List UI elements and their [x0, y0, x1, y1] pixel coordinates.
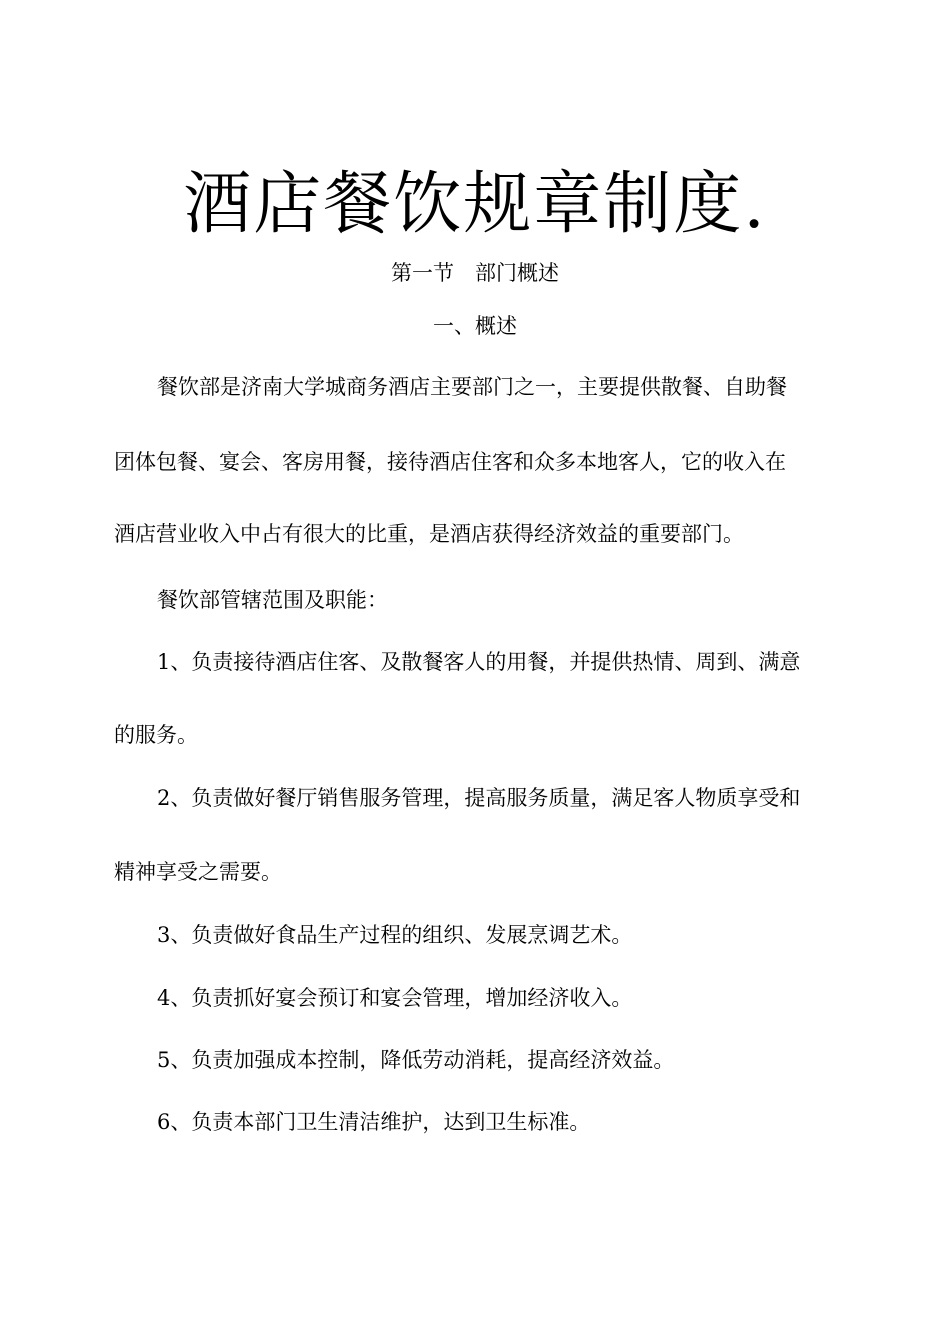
item-2-line-1: 2、负责做好餐厅销售服务管理，提高服务质量，满足客人物质享受和 [157, 786, 801, 810]
item-2-line-2: 精神享受之需要。 [114, 860, 282, 884]
item-4: 4、负责抓好宴会预订和宴会管理，增加经济收入。 [157, 986, 633, 1010]
item-1-line-1: 1、负责接待酒店住客、及散餐客人的用餐，并提供热情、周到、满意 [157, 650, 801, 674]
intro-line-3: 酒店营业收入中占有很大的比重，是酒店获得经济效益的重要部门。 [114, 522, 744, 546]
item-3: 3、负责做好食品生产过程的组织、发展烹调艺术。 [157, 923, 633, 947]
scope-heading: 餐饮部管辖范围及职能： [157, 588, 388, 612]
intro-line-1: 餐饮部是济南大学城商务酒店主要部门之一，主要提供散餐、自助餐 [157, 375, 787, 399]
item-6: 6、负责本部门卫生清洁维护，达到卫生标准。 [157, 1110, 591, 1134]
item-1-line-2: 的服务。 [114, 723, 198, 747]
intro-line-2: 团体包餐、宴会、客房用餐，接待酒店住客和众多本地客人，它的收入在 [114, 450, 786, 474]
item-5: 5、负责加强成本控制，降低劳动消耗，提高经济效益。 [157, 1048, 675, 1072]
subsection-title: 一、概述 [433, 314, 517, 338]
section-title: 第一节 部门概述 [391, 261, 559, 285]
document-title: 酒店餐饮规章制度. [183, 165, 767, 244]
